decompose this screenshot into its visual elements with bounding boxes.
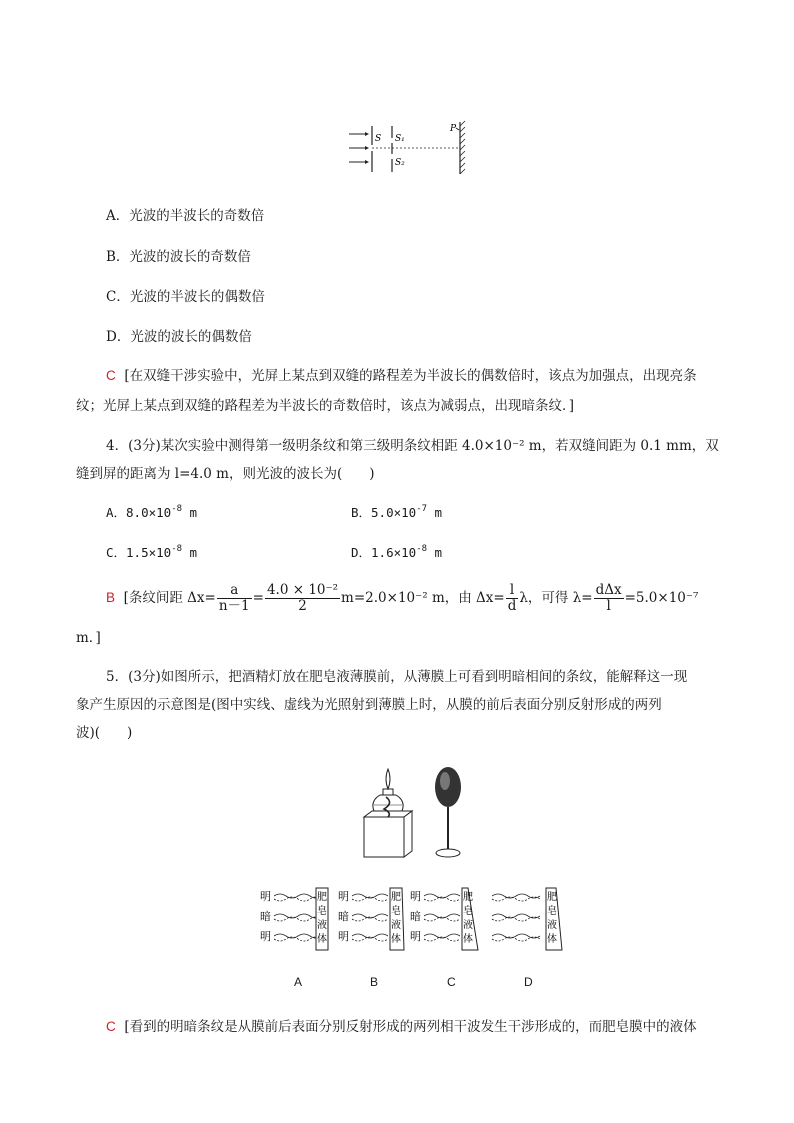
label-s2: S₂ bbox=[395, 158, 405, 168]
film-b-char-3: 液 bbox=[391, 920, 401, 931]
film-c-char-3: 液 bbox=[463, 920, 473, 931]
film-d-char-2: 皂 bbox=[547, 906, 557, 917]
label-bright-4: 明 bbox=[338, 930, 349, 943]
q4-option-c-unit: m bbox=[182, 545, 198, 560]
q4-option-a-unit: m bbox=[182, 505, 198, 520]
q4-option-c bbox=[106, 543, 197, 561]
q5-explanation-line1: [看到的明暗条纹是从膜前后表面分别反射形成的两列相干波发生干涉形成的，而肥皂膜中的液体 bbox=[124, 1019, 697, 1035]
film-a-char-4: 体 bbox=[317, 934, 327, 945]
q4-option-a bbox=[106, 503, 197, 521]
q4-option-c-exp: -8 bbox=[171, 544, 183, 554]
q4-stem-line1: 4．(3分)某次实验中测得第一级明条纹和第三级明条纹相距 4.0×10⁻² m，若双缝间距为 0.1 mm，双 bbox=[106, 438, 719, 454]
lamp-figure bbox=[356, 765, 476, 865]
fraction-1 bbox=[217, 583, 252, 614]
fraction-2 bbox=[265, 583, 340, 614]
label-dark-3: 暗 bbox=[410, 910, 421, 923]
q4-answer: B bbox=[106, 590, 116, 605]
q4-option-b-exp: -7 bbox=[416, 504, 428, 514]
q4-exp-mid2: λ，可得 λ= bbox=[519, 590, 593, 606]
label-p: P bbox=[450, 124, 457, 134]
fraction-3-den: d bbox=[507, 598, 517, 614]
q4-option-d-text: D．1.6×10 bbox=[351, 545, 417, 560]
double-slit-diagram bbox=[345, 118, 475, 178]
fraction-3 bbox=[506, 583, 519, 614]
label-bright-5: 明 bbox=[410, 890, 421, 903]
q5-option-label-d: D bbox=[524, 975, 533, 989]
q5-option-label-c: C bbox=[447, 975, 456, 989]
film-d-char-3: 液 bbox=[547, 920, 557, 931]
q4-option-c-text: C．1.5×10 bbox=[106, 545, 172, 560]
fraction-3-num: l bbox=[506, 583, 519, 599]
fraction-4-den: l bbox=[606, 598, 611, 614]
label-bright-1: 明 bbox=[260, 890, 271, 903]
q5-option-diagrams bbox=[260, 884, 570, 954]
q3-explanation-line2: 纹；光屏上某点到双缝的路程差为半波长的奇数倍时，该点为减弱点，出现暗条纹．] bbox=[76, 398, 575, 414]
film-interference-diagrams bbox=[260, 884, 570, 954]
fraction-4-num: dΔx bbox=[595, 582, 622, 598]
q4-option-b-unit: m bbox=[427, 505, 443, 520]
label-dark-1: 暗 bbox=[260, 910, 271, 923]
q4-exp-end: =5.0×10⁻⁷ bbox=[624, 590, 699, 606]
q5-answer: C bbox=[106, 1019, 116, 1034]
q4-option-d-unit: m bbox=[427, 545, 443, 560]
q4-explanation: B [条纹间距 Δx= $\frac{a}{n-1}$ = $\frac{\text{4.0 × 10⁻²}}{2}$ m=2.0×10⁻² m，由 Δx= $\frac{l}{d}$ λ，可得 λ= $\frac{\text{dΔx}}{l}$ =5.0×10⁻⁷ bbox=[106, 582, 699, 614]
fraction-1-den: n－1 bbox=[218, 598, 250, 614]
film-b-char-1: 肥 bbox=[391, 892, 401, 903]
film-b-char-2: 皂 bbox=[391, 906, 401, 917]
q4-option-d bbox=[351, 543, 442, 561]
q4-option-a-text: A．8.0×10 bbox=[106, 505, 172, 520]
q4-option-b-text: B．5.0×10 bbox=[351, 505, 417, 520]
film-c-char-4: 体 bbox=[463, 934, 473, 945]
q3-option-c: C．光波的半波长的偶数倍 bbox=[106, 289, 265, 305]
q3-option-d: D．光波的波长的偶数倍 bbox=[106, 329, 252, 345]
film-d-char-1: 肥 bbox=[547, 892, 557, 903]
q4-exp-mid: m=2.0×10⁻² m，由 Δx= bbox=[341, 590, 505, 606]
q3-option-a: A．光波的半波长的奇数倍 bbox=[106, 208, 265, 224]
label-bright-3: 明 bbox=[338, 890, 349, 903]
q5-stem-line3: 波)( ) bbox=[76, 725, 133, 741]
q5-explanation bbox=[106, 1015, 697, 1035]
fraction-2-num: 4.0 × 10⁻² bbox=[266, 582, 339, 598]
q5-option-label-b: B bbox=[370, 975, 379, 989]
label-bright-2: 明 bbox=[260, 930, 271, 943]
label-bright-6: 明 bbox=[410, 930, 421, 943]
q3-option-b: B．光波的波长的奇数倍 bbox=[106, 249, 251, 265]
film-a-char-3: 液 bbox=[317, 920, 327, 931]
q4-exp-pre: [条纹间距 Δx= bbox=[123, 590, 216, 606]
fraction-2-den: 2 bbox=[298, 598, 307, 614]
q4-explanation-line2: m．] bbox=[76, 630, 101, 646]
q4-stem-line2: 缝到屏的距离为 l=4.0 m，则光波的波长为( ) bbox=[76, 466, 375, 482]
film-d-char-4: 体 bbox=[547, 934, 557, 945]
film-a-char-1: 肥 bbox=[317, 892, 327, 903]
label-s: S bbox=[375, 134, 382, 144]
q5-stem-line2: 象产生原因的示意图是(图中实线、虚线为光照射到薄膜上时，从膜的前后表面分别反射形成的两列 bbox=[76, 697, 662, 713]
q4-option-d-exp: -8 bbox=[416, 544, 428, 554]
label-s1: S₁ bbox=[395, 134, 405, 144]
film-c-char-1: 肥 bbox=[463, 892, 473, 903]
film-c-char-2: 皂 bbox=[463, 906, 473, 917]
q4-option-a-exp: -8 bbox=[171, 504, 183, 514]
label-dark-2: 暗 bbox=[338, 910, 349, 923]
q3-explanation-line1: [在双缝干涉实验中，光屏上某点到双缝的路程差为半波长的偶数倍时，该点为加强点，出现亮条 bbox=[124, 368, 697, 384]
alcohol-lamp-and-film bbox=[356, 765, 476, 865]
q5-stem-line1: 5．(3分)如图所示，把酒精灯放在肥皂液薄膜前，从薄膜上可看到明暗相间的条纹，能解释这一现 bbox=[106, 669, 688, 685]
q5-option-label-a: A bbox=[294, 975, 303, 989]
fraction-1-num: a bbox=[217, 583, 252, 599]
film-b-char-4: 体 bbox=[391, 934, 401, 945]
double-slit-figure bbox=[345, 118, 475, 178]
fraction-4 bbox=[594, 583, 624, 614]
film-a-char-2: 皂 bbox=[317, 906, 327, 917]
q4-option-b bbox=[351, 503, 442, 521]
q3-explanation bbox=[106, 361, 746, 391]
q3-answer: C bbox=[106, 368, 116, 383]
